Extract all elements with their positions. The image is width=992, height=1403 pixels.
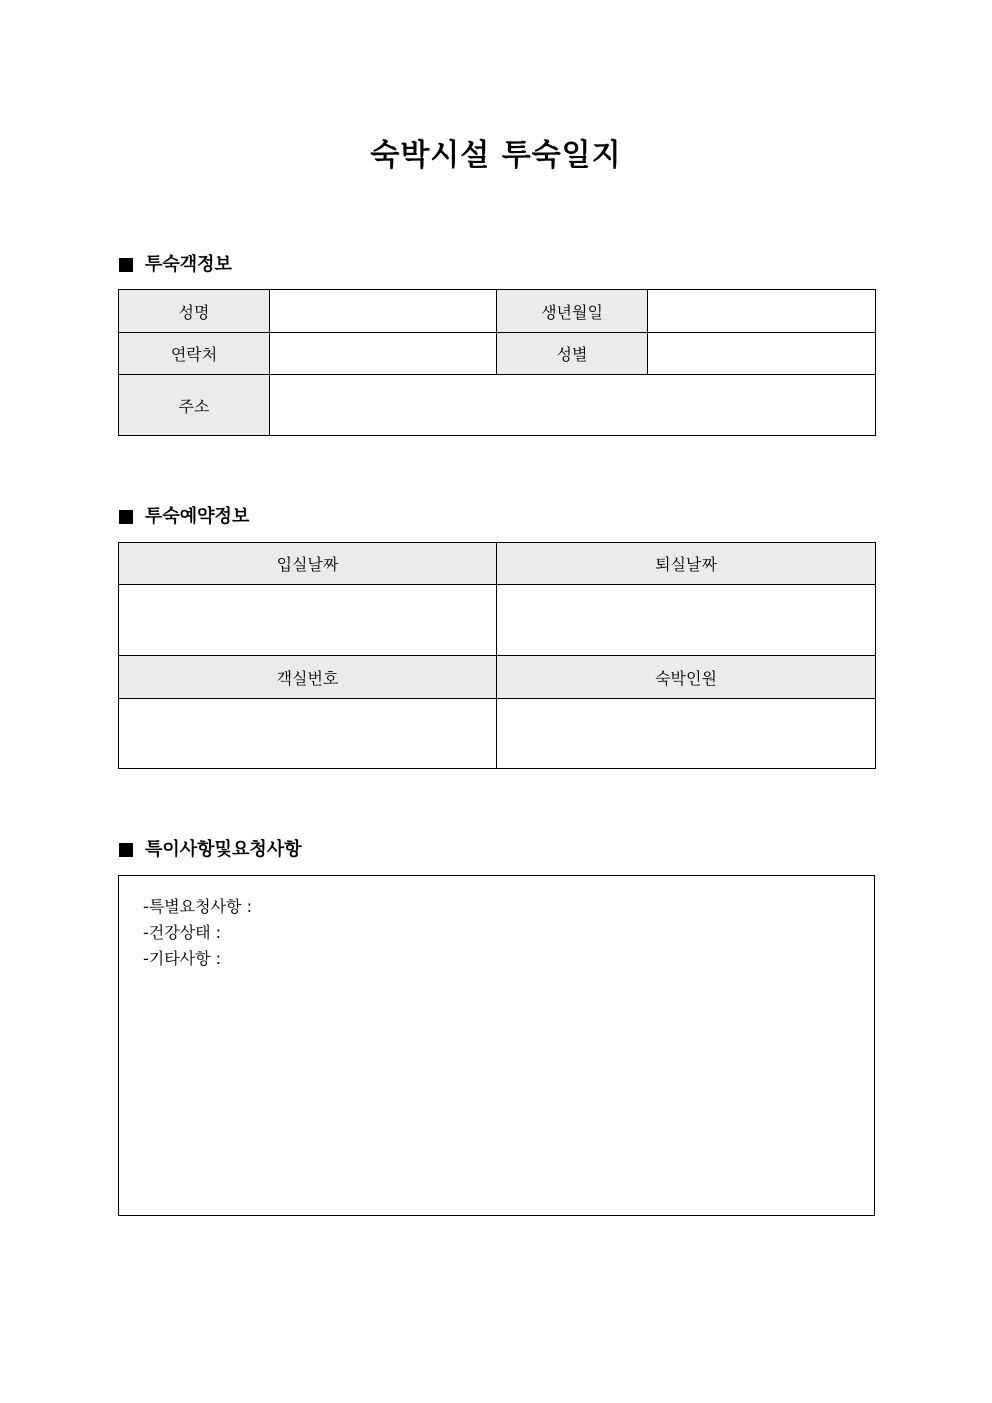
guest-info-row [119,290,876,333]
reservation-info-heading [119,505,249,529]
gender-field[interactable] [648,333,876,375]
square-bullet-icon [119,510,133,524]
checkout-date-field[interactable] [497,585,876,656]
address-field[interactable] [270,375,876,436]
guest-info-table [118,289,876,436]
reservation-info-heading-text: 투숙예약정보 [145,506,250,527]
reservation-header-row [119,543,876,585]
checkin-date-label: 입실날짜 [119,543,497,585]
gender-label: 성별 [497,333,648,375]
name-field[interactable] [270,290,497,333]
document-title: 숙박시설 투숙일지 [370,138,622,173]
special-request-line: -특별요청사항 : [143,897,252,916]
name-label: 성명 [119,290,270,333]
guest-info-row [119,375,876,436]
guest-info-row [119,333,876,375]
birthdate-field[interactable] [648,290,876,333]
notes-heading-text: 특이사항및요청사항 [145,839,302,860]
notes-textarea[interactable] [118,875,875,1216]
checkin-date-field[interactable] [119,585,497,656]
contact-field[interactable] [270,333,497,375]
reservation-value-row [119,699,876,769]
other-notes-line: -기타사항 : [143,949,222,968]
guest-info-heading-text: 투숙객정보 [145,254,232,275]
notes-heading [119,838,302,862]
guest-count-label: 숙박인원 [497,656,876,699]
address-label: 주소 [119,375,270,436]
contact-label: 연락처 [119,333,270,375]
reservation-value-row [119,585,876,656]
room-number-field[interactable] [119,699,497,769]
guest-info-heading [119,253,232,277]
reservation-info-table [118,542,876,769]
checkout-date-label: 퇴실날짜 [497,543,876,585]
guest-count-field[interactable] [497,699,876,769]
reservation-header-row [119,656,876,699]
birthdate-label: 생년월일 [497,290,648,333]
square-bullet-icon [119,843,133,857]
room-number-label: 객실번호 [119,656,497,699]
health-status-line: -건강상태 : [143,923,222,942]
square-bullet-icon [119,258,133,272]
